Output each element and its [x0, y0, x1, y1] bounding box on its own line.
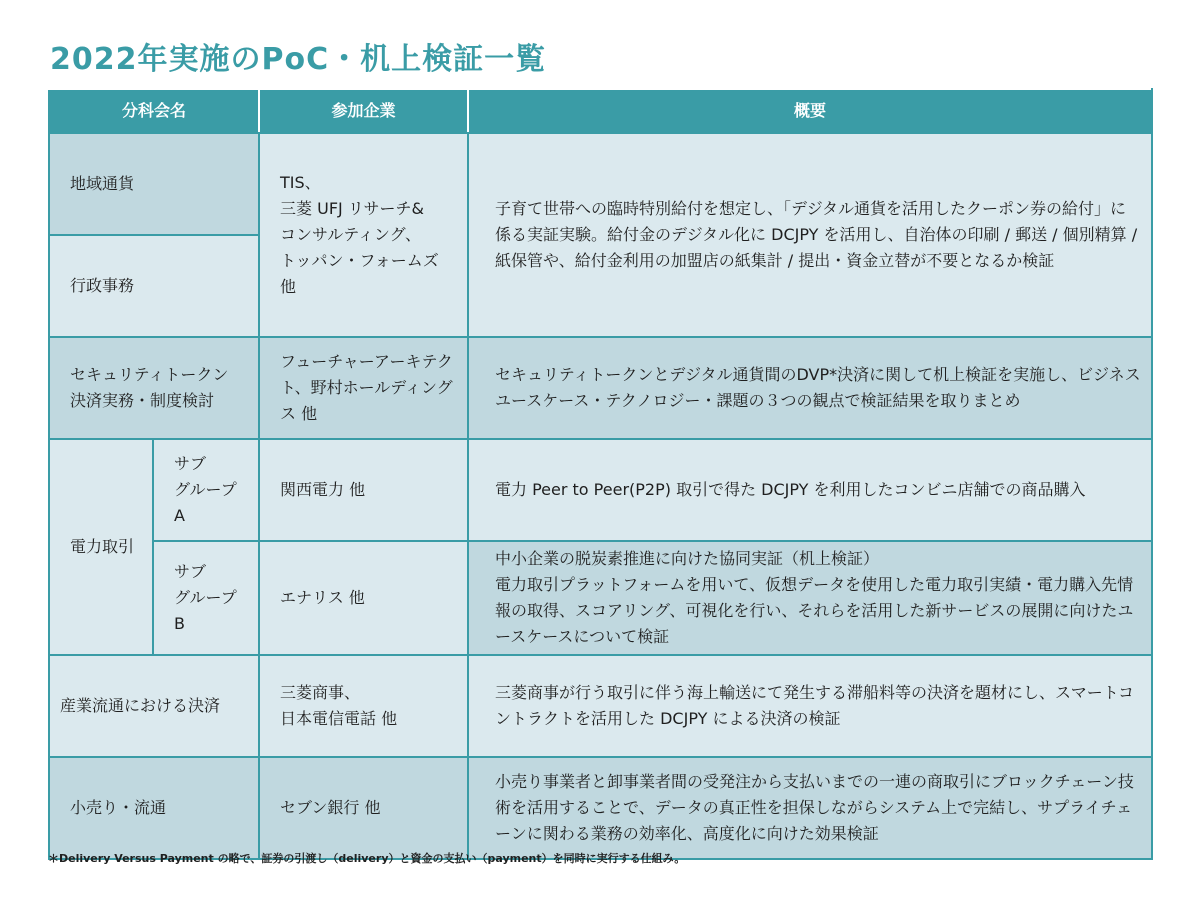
overview-cell: 三菱商事が行う取引に伴う海上輸送にて発生する滞船料等の決済を題材にし、スマートコントラクトを活用した DCJPY による決済の検証 [468, 655, 1152, 757]
table-row [49, 133, 1152, 235]
overview-cell: 子育て世帯への臨時特別給付を想定し、「デジタル通貨を活用したクーポン券の給付」に係る実証実験。給付金のデジタル化に DCJPY を活用し、自治体の印刷 / 郵送 / 個別精算 / 紙保管や、給付金利用の加盟店の紙集計 / 提出・資金立替が不要となるか検証 [468, 133, 1152, 337]
participants-cell: 関西電力 他 [259, 439, 468, 541]
table-row [49, 655, 1152, 757]
table-row [49, 757, 1152, 859]
page-title: 2022年実施のPoC・机上検証一覧 [50, 42, 547, 77]
subgroup-cell: サブ グループ A [153, 439, 259, 541]
table-header-row [49, 89, 1152, 133]
table-row [49, 439, 1152, 541]
participants-cell: エナリス 他 [259, 541, 468, 655]
poc-table [48, 88, 1153, 860]
participants-cell: セブン銀行 他 [259, 757, 468, 859]
subcommittee-cell: 行政事務 [49, 235, 259, 337]
header-overview: 概要 [468, 89, 1152, 133]
subcommittee-cell: 電力取引 [49, 439, 153, 655]
overview-cell: 小売り事業者と卸事業者間の受発注から支払いまでの一連の商取引にブロックチェーン技術を活用することで、データの真正性を担保しながらシステム上で完結し、サプライチェーンに関わる業務の効率化、高度化に向けた効果検証 [468, 757, 1152, 859]
participants-cell: 三菱商事、 日本電信電話 他 [259, 655, 468, 757]
subgroup-cell: サブ グループ B [153, 541, 259, 655]
subcommittee-cell: 地域通貨 [49, 133, 259, 235]
subcommittee-cell: 小売り・流通 [49, 757, 259, 859]
overview-cell: セキュリティトークンとデジタル通貨間のDVP*決済に関して机上検証を実施し、ビジネスユースケース・テクノロジー・課題の３つの観点で検証結果を取りまとめ [468, 337, 1152, 439]
overview-cell: 中小企業の脱炭素推進に向けた協同実証（机上検証） 電力取引プラットフォームを用いて、仮想データを使用した電力取引実績・電力購入先情報の取得、スコアリング、可視化を行い、それらを活用した新サービスの展開に向けたユースケースについて検証 [468, 541, 1152, 655]
header-participants: 参加企業 [259, 89, 468, 133]
subcommittee-cell: 産業流通における決済 [49, 655, 259, 757]
footnote: ＊Delivery Versus Payment の略で、証券の引渡し（delivery）と資金の支払い（payment）を同時に実行する仕組み。 [48, 852, 686, 865]
table-row [49, 541, 1152, 655]
header-subcommittee: 分科会名 [49, 89, 259, 133]
participants-cell: フューチャーアーキテクト、野村ホールディングス 他 [259, 337, 468, 439]
participants-cell: TIS、 三菱 UFJ リサーチ& コンサルティング、 トッパン・フォームズ 他 [259, 133, 468, 337]
overview-cell: 電力 Peer to Peer(P2P) 取引で得た DCJPY を利用したコンビニ店舗での商品購入 [468, 439, 1152, 541]
table-row [49, 337, 1152, 439]
subcommittee-cell: セキュリティトークン 決済実務・制度検討 [49, 337, 259, 439]
